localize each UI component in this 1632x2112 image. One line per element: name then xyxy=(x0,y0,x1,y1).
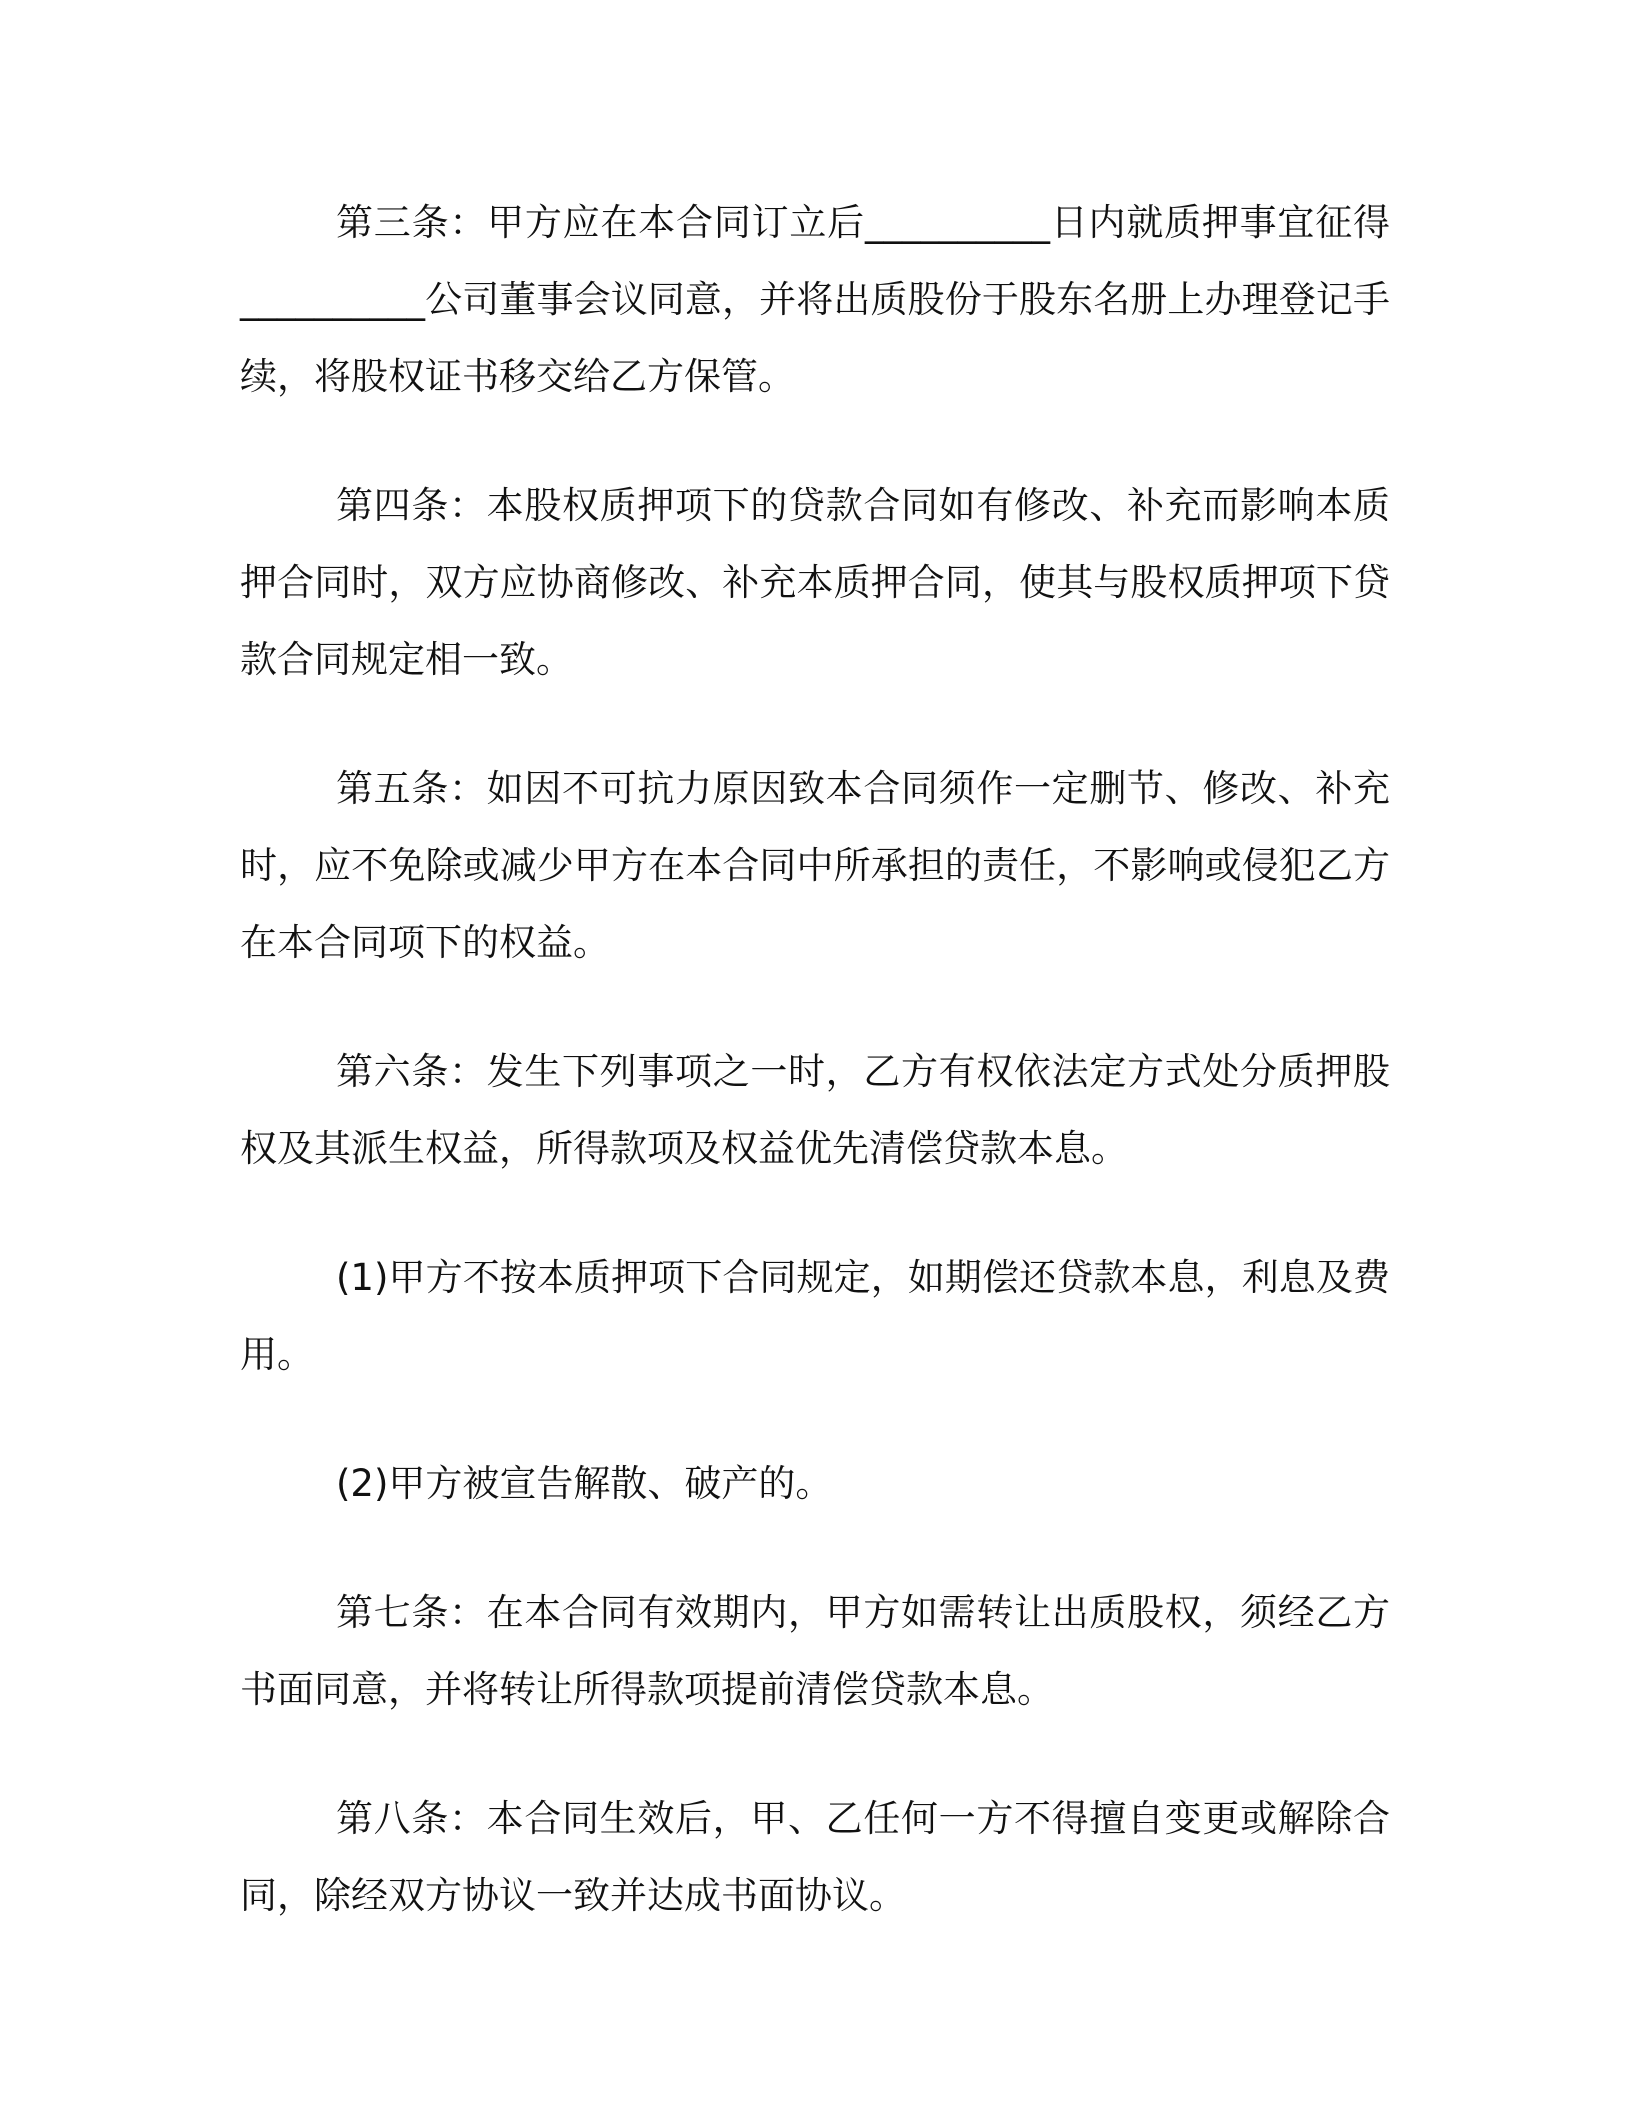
article-6-item-2-paragraph: (2)甲方被宣告解散、破产的。 xyxy=(336,1462,833,1505)
article-8-paragraph: 第八条：本合同生效后，甲、乙任何一方不得擅自变更或解除合同，除经双方协议一致并达成书面协议。 xyxy=(240,1797,1390,1917)
article-5-paragraph: 第五条：如因不可抗力原因致本合同须作一定删节、修改、补充时，应不免除或减少甲方在本合同中所承担的责任，不影响或侵犯乙方在本合同项下的权益。 xyxy=(240,767,1390,964)
article-6-item-1-paragraph: (1)甲方不按本质押项下合同规定，如期偿还贷款本息，利息及费用。 xyxy=(240,1256,1390,1376)
document-page xyxy=(240,184,1390,1986)
article-7-paragraph: 第七条：在本合同有效期内，甲方如需转让出质股权，须经乙方书面同意，并将转让所得款项提前清偿贷款本息。 xyxy=(240,1591,1390,1711)
article-3-paragraph: 第三条：甲方应在本合同订立后__________日内就质押事宜征得__________公司董事会议同意，并将出质股份于股东名册上办理登记手续，将股权证书移交给乙方保管。 xyxy=(240,201,1390,398)
article-6-paragraph: 第六条：发生下列事项之一时，乙方有权依法定方式处分质押股权及其派生权益，所得款项及权益优先清偿贷款本息。 xyxy=(240,1050,1390,1170)
article-4-paragraph: 第四条：本股权质押项下的贷款合同如有修改、补充而影响本质押合同时，双方应协商修改、补充本质押合同，使其与股权质押项下贷款合同规定相一致。 xyxy=(240,484,1390,681)
